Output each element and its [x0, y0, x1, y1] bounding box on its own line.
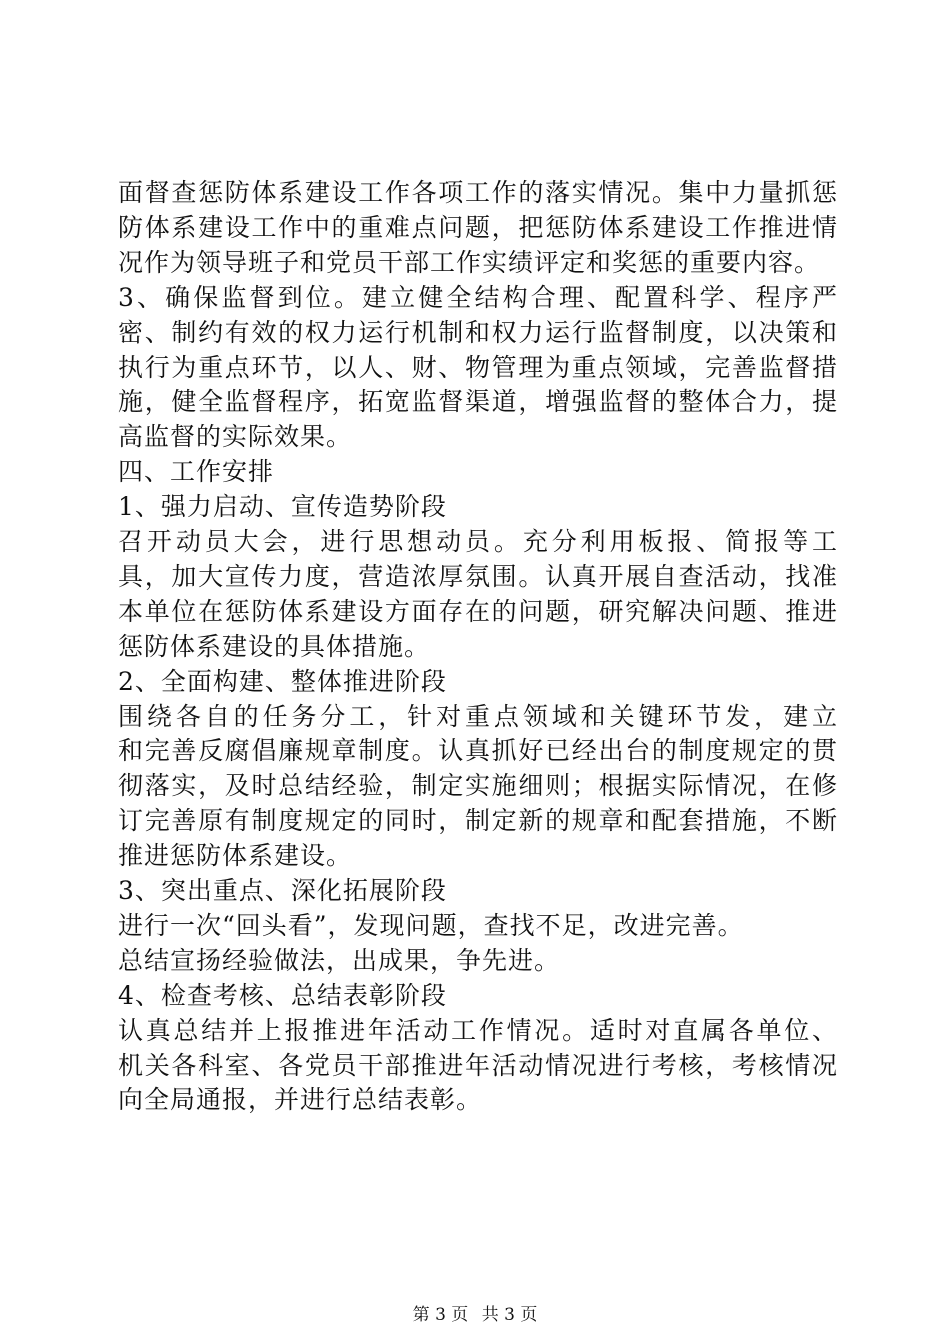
text-line: 执行为重点环节，以人、财、物管理为重点领域，完善监督措 [118, 352, 838, 382]
text-line: 四、工作安排 [118, 457, 275, 487]
text-line: 机关各科室、各党员干部推进年活动情况进行考核，考核情况 [118, 1050, 838, 1080]
text-line: 况作为领导班子和党员干部工作实绩评定和奖惩的重要内容。 [118, 247, 821, 277]
text-line: 4、检查考核、总结表彰阶段 [118, 980, 447, 1010]
text-line: 彻落实，及时总结经验，制定实施细则；根据实际情况，在修 [118, 771, 838, 801]
text-line: 2、全面构建、整体推进阶段 [118, 666, 447, 696]
text-line: 进行一次“回头看”，发现问题，查找不足，改进完善。 [118, 910, 744, 940]
page-number: 第 3 页 [412, 1305, 469, 1325]
text-line: 总结宣扬经验做法，出成果，争先进。 [118, 945, 561, 975]
text-line: 施，健全监督程序，拓宽监督渠道，增强监督的整体合力，提 [118, 387, 838, 417]
text-line: 3、确保监督到位。建立健全结构合理、配置科学、程序严 [118, 282, 838, 312]
text-line: 和完善反腐倡廉规章制度。认真抓好已经出台的制度规定的贯 [118, 736, 838, 766]
text-line: 面督查惩防体系建设工作各项工作的落实情况。集中力量抓惩 [118, 178, 838, 207]
text-line: 向全局通报，并进行总结表彰。 [118, 1085, 483, 1115]
text-line: 1、强力启动、宣传造势阶段 [118, 492, 447, 522]
text-line: 围绕各自的任务分工，针对重点领域和关键环节发，建立 [118, 701, 838, 731]
page-footer [0, 1304, 950, 1326]
page-total: 共 3 页 [481, 1305, 538, 1325]
text-line: 具，加大宣传力度，营造浓厚氛围。认真开展自查活动，找准 [118, 561, 838, 591]
text-line: 密、制约有效的权力运行机制和权力运行监督制度，以决策和 [118, 317, 838, 347]
text-line: 召开动员大会，进行思想动员。充分利用板报、简报等工 [118, 527, 838, 556]
text-line: 认真总结并上报推进年活动工作情况。适时对直属各单位、 [118, 1015, 838, 1045]
text-line: 推进惩防体系建设。 [118, 841, 353, 871]
text-line: 本单位在惩防体系建设方面存在的问题，研究解决问题、推进 [118, 596, 838, 626]
text-line: 高监督的实际效果。 [118, 422, 353, 452]
text-line: 3、突出重点、深化拓展阶段 [118, 876, 447, 905]
text-line: 订完善原有制度规定的同时，制定新的规章和配套措施，不断 [118, 806, 838, 836]
text-line: 防体系建设工作中的重难点问题，把惩防体系建设工作推进情 [118, 212, 838, 242]
text-line: 惩防体系建设的具体措施。 [118, 631, 431, 661]
